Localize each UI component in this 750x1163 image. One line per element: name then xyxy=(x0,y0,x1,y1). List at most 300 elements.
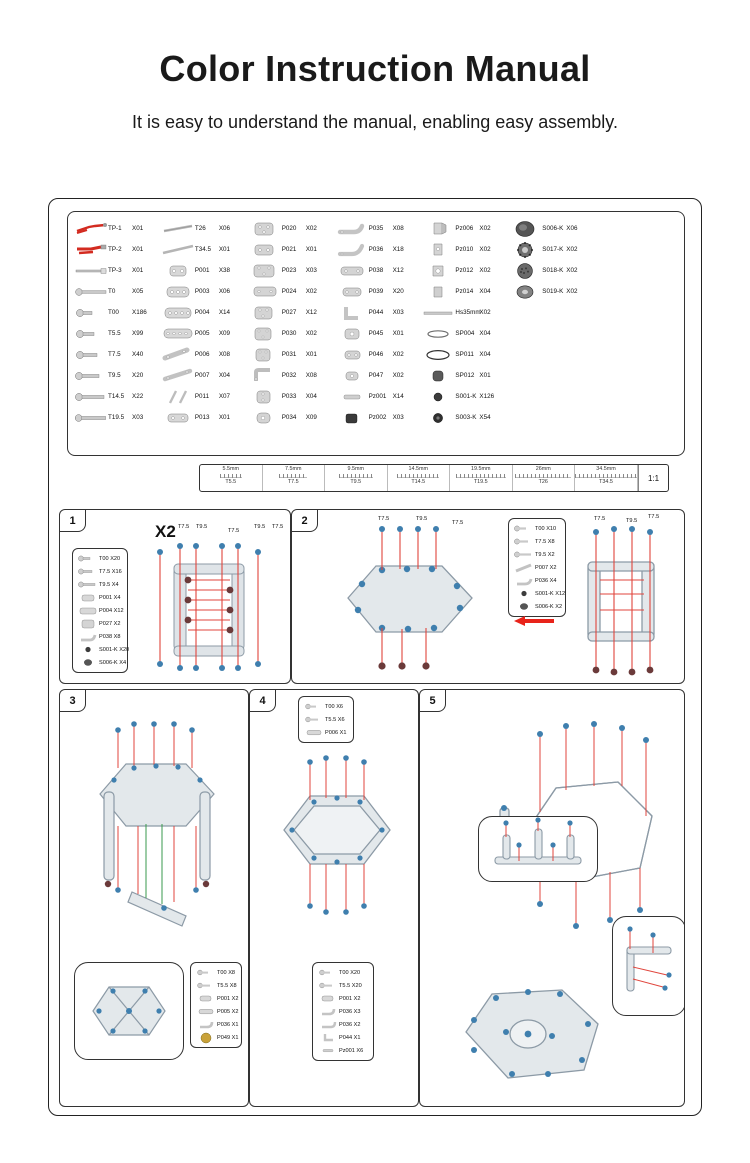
step-2-assembly-right xyxy=(566,524,682,682)
legend-row xyxy=(317,1031,369,1044)
legend-code: P004 X12 xyxy=(99,607,124,614)
screw-short-icon xyxy=(77,553,99,564)
part-qty: X40 xyxy=(132,351,144,358)
step-4-legend-bottom xyxy=(312,962,374,1061)
tool-rod-thin-icon xyxy=(74,262,108,280)
ruler-code: T19.5 xyxy=(473,479,488,485)
part-code: P020 xyxy=(281,225,297,232)
ruler-code: T5.5 xyxy=(225,479,237,485)
angle-p039-icon xyxy=(335,283,369,301)
part-row xyxy=(421,323,506,344)
parts-column-5 xyxy=(421,218,506,451)
beam-p032-icon xyxy=(248,367,282,385)
part-row xyxy=(421,218,506,239)
legend-code: S006-K X2 xyxy=(535,603,563,610)
wheel-s006k-icon xyxy=(77,657,99,668)
ruler-code: T9.5 xyxy=(350,479,362,485)
angle-p036-icon xyxy=(513,575,535,586)
legend-row xyxy=(77,604,123,617)
ruler-line xyxy=(397,474,439,478)
part-row xyxy=(335,386,420,407)
part-row xyxy=(421,365,506,386)
part-row xyxy=(248,218,333,239)
step-3-hex-plate xyxy=(75,963,183,1059)
part-qty: X02 xyxy=(305,288,317,295)
part-code: P031 xyxy=(281,351,297,358)
part-qty: X08 xyxy=(305,372,317,379)
legend-code: P036 X1 xyxy=(217,1021,239,1028)
part-qty: X02 xyxy=(566,267,578,274)
ruler-length: 19.5mm xyxy=(471,466,491,472)
ruler-cell xyxy=(450,465,513,491)
part-row xyxy=(74,344,159,365)
legend-code: T9.5 X2 xyxy=(535,551,555,558)
part-qty: X186 xyxy=(132,309,147,316)
legend-row xyxy=(195,966,237,979)
plate-7hole-icon xyxy=(161,367,195,385)
part-qty: X01 xyxy=(218,414,231,421)
legend-row xyxy=(513,574,561,587)
part-row xyxy=(421,281,506,302)
plate-small-icon xyxy=(77,592,99,603)
pin-pz002-icon xyxy=(335,409,369,427)
legend-row xyxy=(303,700,349,713)
legend-code: T00 X8 xyxy=(217,969,236,976)
legend-code: S001-K X20 xyxy=(99,646,130,653)
tool-red-driver-icon xyxy=(74,241,108,259)
legend-code: T00 X20 xyxy=(339,969,361,976)
ruler-cell xyxy=(325,465,388,491)
legend-code: T5.5 X6 xyxy=(325,716,345,723)
angle-p045-icon xyxy=(335,325,369,343)
beam-p034-icon xyxy=(248,409,282,427)
part-qty: X04 xyxy=(479,330,491,337)
wheel-s006k-icon xyxy=(508,220,542,238)
screw-19-5-icon xyxy=(74,409,108,427)
part-qty: X09 xyxy=(218,330,231,337)
part-qty: X02 xyxy=(392,351,404,358)
part-code: P013 xyxy=(194,414,210,421)
parts-list xyxy=(67,211,685,456)
step-number-badge: 5 xyxy=(420,690,446,712)
part-row xyxy=(74,302,159,323)
ruler-line xyxy=(515,474,571,478)
legend-code: P005 X2 xyxy=(217,1008,239,1015)
part-qty: X01 xyxy=(392,330,404,337)
tick-label: T9.5 xyxy=(416,516,428,522)
angle-p044-icon xyxy=(317,1032,339,1043)
legend-row xyxy=(195,992,237,1005)
part-code: Pz002 xyxy=(368,414,387,421)
legend-code: P044 X1 xyxy=(339,1034,361,1041)
part-row xyxy=(508,239,593,260)
part-qty: X02 xyxy=(566,246,578,253)
legend-row xyxy=(195,1018,237,1031)
angle-p047-icon xyxy=(335,367,369,385)
legend-row xyxy=(77,565,123,578)
part-row xyxy=(508,218,593,239)
legend-code: P036 X3 xyxy=(339,1008,361,1015)
ruler-scale-strip xyxy=(199,464,669,492)
part-row xyxy=(74,281,159,302)
part-row xyxy=(248,239,333,260)
nut-s003k-icon xyxy=(421,409,455,427)
part-row xyxy=(335,260,420,281)
parts-column-4 xyxy=(335,218,420,451)
gear-s017k-icon xyxy=(508,241,542,259)
part-qty: X07 xyxy=(218,393,231,400)
parts-column-3 xyxy=(248,218,333,451)
part-row xyxy=(421,344,506,365)
legend-row xyxy=(513,561,561,574)
part-code: P032 xyxy=(281,372,297,379)
bracket-pz012-icon xyxy=(421,262,455,280)
legend-code: T5.5 X8 xyxy=(217,982,237,989)
ruler-code: T34.5 xyxy=(599,479,613,485)
step-panel-2 xyxy=(291,509,685,684)
part-qty: X04 xyxy=(218,372,231,379)
legend-code: P036 X4 xyxy=(535,577,557,584)
part-code: P001 xyxy=(194,267,210,274)
legend-code: Pz001 X6 xyxy=(339,1047,364,1054)
part-code: P007 xyxy=(194,372,210,379)
part-code: P046 xyxy=(368,351,384,358)
part-row xyxy=(335,239,420,260)
ruler-line xyxy=(456,474,506,478)
step-panel-4 xyxy=(249,689,419,1107)
angle-p036-icon xyxy=(335,241,369,259)
axle-hs35-icon xyxy=(421,304,455,322)
screw-5-5-icon xyxy=(74,325,108,343)
tick-label: T7.5 xyxy=(594,516,606,522)
part-qty: X02 xyxy=(479,225,491,232)
beam-p023-icon xyxy=(248,262,282,280)
part-row xyxy=(248,323,333,344)
screw-short-icon xyxy=(513,523,535,534)
part-code: P035 xyxy=(368,225,384,232)
plate-small-icon xyxy=(317,993,339,1004)
part-row xyxy=(508,281,593,302)
beam-p024-icon xyxy=(248,283,282,301)
legend-row xyxy=(513,587,566,600)
screw-9-5-icon xyxy=(74,367,108,385)
part-row xyxy=(421,260,506,281)
ruler-line xyxy=(279,474,307,478)
legend-row xyxy=(317,1044,369,1057)
ruler-code: T14.5 xyxy=(411,479,426,485)
part-code: P039 xyxy=(368,288,384,295)
part-qty: X03 xyxy=(392,414,404,421)
part-row xyxy=(421,407,506,428)
step-4-assembly-diagram xyxy=(264,752,410,952)
part-row xyxy=(161,239,246,260)
part-code: P011 xyxy=(194,393,210,400)
part-row xyxy=(248,344,333,365)
part-code: T19.5 xyxy=(108,414,125,421)
legend-row xyxy=(77,552,123,565)
legend-row xyxy=(303,726,349,739)
part-qty: X12 xyxy=(305,309,317,316)
legend-code: S006-K X4 xyxy=(99,659,127,666)
legend-row xyxy=(513,522,561,535)
parts-column-2 xyxy=(161,218,246,451)
legend-row xyxy=(77,656,127,669)
step-number-badge: 3 xyxy=(60,690,86,712)
legend-row xyxy=(77,591,123,604)
part-qty: X06 xyxy=(218,288,231,295)
beam-p036-icon xyxy=(317,1006,339,1017)
legend-row xyxy=(317,1018,369,1031)
roller-sp012-icon xyxy=(421,367,455,385)
beam-p033-icon xyxy=(248,388,282,406)
part-code: SP012 xyxy=(455,372,475,379)
part-qty: X04 xyxy=(479,351,491,358)
angle-p038-icon xyxy=(335,262,369,280)
screw-5-5-icon xyxy=(303,714,325,725)
part-row xyxy=(161,281,246,302)
part-code: T7.5 xyxy=(108,351,121,358)
nut-s001k-icon xyxy=(513,588,535,599)
ruler-cell xyxy=(575,465,638,491)
bracket-pz006-icon xyxy=(421,220,455,238)
part-row xyxy=(421,386,506,407)
legend-code: P049 X1 xyxy=(217,1034,239,1041)
screw-7-5-icon xyxy=(74,346,108,364)
legend-row xyxy=(195,979,237,992)
part-qty: X01 xyxy=(132,246,144,253)
step-3-subassembly-frame xyxy=(74,962,184,1060)
part-code: Pz001 xyxy=(368,393,387,400)
part-code: T34.5 xyxy=(194,246,211,253)
parts-column-1 xyxy=(74,218,159,451)
part-qty: X04 xyxy=(479,288,491,295)
part-row xyxy=(161,386,246,407)
beam-p036-icon xyxy=(195,1019,217,1030)
legend-code: P027 X2 xyxy=(99,620,121,627)
part-qty: X22 xyxy=(132,393,144,400)
legend-row xyxy=(513,535,561,548)
screw-7-5-icon xyxy=(77,566,99,577)
angle-p044-icon xyxy=(335,304,369,322)
part-qty: X18 xyxy=(392,246,404,253)
bar-longer-icon xyxy=(161,241,195,259)
legend-row xyxy=(195,1031,237,1044)
part-qty: X14 xyxy=(392,393,404,400)
screw-9-5-icon xyxy=(77,579,99,590)
plate-small-icon xyxy=(161,262,195,280)
step-multiplier: X2 xyxy=(155,522,176,541)
part-code: S001-K xyxy=(455,393,477,400)
nut-s001k-icon xyxy=(77,644,99,655)
legend-code: P001 X2 xyxy=(339,995,361,1002)
screw-5-5-icon xyxy=(317,980,339,991)
part-row xyxy=(74,218,159,239)
part-qty: X20 xyxy=(132,372,144,379)
part-code: Pz014 xyxy=(455,288,474,295)
plate-6hole-icon xyxy=(161,346,195,364)
part-row xyxy=(335,365,420,386)
step-2-legend xyxy=(508,518,566,617)
rod-p011-icon xyxy=(161,388,195,406)
bar-long-icon xyxy=(161,220,195,238)
wheel-s006k-icon xyxy=(513,601,535,612)
plate-4hole-icon xyxy=(161,304,195,322)
part-code: Pz010 xyxy=(455,246,474,253)
part-code: T5.5 xyxy=(108,330,121,337)
plate-3hole-icon xyxy=(161,283,195,301)
part-row xyxy=(74,260,159,281)
tick-label: T7.5 xyxy=(178,524,190,530)
screw-7-5-icon xyxy=(513,536,535,547)
plate-p013-icon xyxy=(161,409,195,427)
scale-ratio: 1:1 xyxy=(638,465,668,491)
beam-p030-icon xyxy=(248,325,282,343)
part-code: SP011 xyxy=(455,351,474,358)
part-code: P004 xyxy=(194,309,210,316)
part-code: T9.5 xyxy=(108,372,121,379)
parts-column-6 xyxy=(508,218,593,451)
screw-long-icon xyxy=(74,283,108,301)
beam-p021-icon xyxy=(248,241,282,259)
part-code: P044 xyxy=(368,309,384,316)
ruler-length: 9.5mm xyxy=(347,466,364,472)
part-qty: X08 xyxy=(392,225,404,232)
part-qty: X03 xyxy=(305,267,317,274)
legend-code: P007 X2 xyxy=(535,564,557,571)
tick-label: T7.5 xyxy=(452,520,464,526)
ruler-length: 5.5mm xyxy=(222,466,239,472)
part-qty: X09 xyxy=(305,414,317,421)
ruler-length: 34.5mm xyxy=(596,466,616,472)
screw-short-icon xyxy=(195,967,217,978)
legend-row xyxy=(77,630,123,643)
tick-label: T7.5 xyxy=(648,514,660,520)
part-code: Pz012 xyxy=(455,267,474,274)
part-code: P038 xyxy=(368,267,384,274)
disc-s018k-icon xyxy=(508,262,542,280)
ruler-length: 26mm xyxy=(535,466,551,472)
nut-s001k-icon xyxy=(421,388,455,406)
part-code: P033 xyxy=(281,393,297,400)
part-row xyxy=(335,344,420,365)
legend-row xyxy=(513,548,561,561)
part-row xyxy=(74,239,159,260)
part-qty: X01 xyxy=(218,246,231,253)
legend-row xyxy=(77,643,130,656)
part-row xyxy=(161,344,246,365)
part-code: S003-K xyxy=(455,414,477,421)
ruler-line xyxy=(575,474,637,478)
part-code: P023 xyxy=(281,267,297,274)
tick-label: T9.5 xyxy=(626,518,638,524)
part-qty: X12 xyxy=(392,267,404,274)
part-code: T0 xyxy=(108,288,116,295)
legend-code: T00 X6 xyxy=(325,703,344,710)
legend-row xyxy=(303,713,349,726)
plate-5hole-icon xyxy=(195,1006,217,1017)
part-qty: X01 xyxy=(479,372,491,379)
part-code: TP-1 xyxy=(108,225,122,232)
step-2-assembly-left xyxy=(322,524,502,682)
step-number-badge: 1 xyxy=(60,510,86,532)
part-qty: X14 xyxy=(218,309,231,316)
step-4-legend-top xyxy=(298,696,354,743)
beam-p027-icon xyxy=(77,618,99,629)
part-code: P006 xyxy=(194,351,210,358)
tool-red-wrench-icon xyxy=(74,220,108,238)
screw-14-5-icon xyxy=(74,388,108,406)
disc-p049-icon xyxy=(195,1032,217,1043)
part-code: S017-K xyxy=(542,246,564,253)
legend-code: T7.5 X8 xyxy=(535,538,555,545)
part-code: TP-2 xyxy=(108,246,122,253)
part-row xyxy=(248,302,333,323)
part-row xyxy=(421,239,506,260)
part-row xyxy=(74,407,159,428)
parts-column-7 xyxy=(595,218,680,451)
part-code: T26 xyxy=(194,225,206,232)
legend-code: S001-K X12 xyxy=(535,590,566,597)
part-code: SP004 xyxy=(455,330,475,337)
part-qty: X05 xyxy=(132,288,144,295)
angle-p036-icon xyxy=(317,1019,339,1030)
part-row xyxy=(335,281,420,302)
disc-s019k-icon xyxy=(508,283,542,301)
part-qty: X03 xyxy=(392,309,404,316)
part-row xyxy=(248,281,333,302)
legend-code: T5.5 X20 xyxy=(339,982,362,989)
step-3-assembly-diagram xyxy=(74,716,240,946)
tick-label: T7.5 xyxy=(228,528,240,534)
legend-code: P036 X2 xyxy=(339,1021,361,1028)
part-code: T14.5 xyxy=(108,393,125,400)
part-row xyxy=(161,218,246,239)
part-qty: X02 xyxy=(566,288,578,295)
legend-row xyxy=(317,966,369,979)
part-code: Pz006 xyxy=(455,225,474,232)
legend-row xyxy=(317,1005,369,1018)
part-row xyxy=(335,302,420,323)
part-row xyxy=(161,365,246,386)
ruler-cell xyxy=(263,465,326,491)
part-qty: X02 xyxy=(479,267,491,274)
page-subtitle: It is easy to understand the manual, enabling easy assembly. xyxy=(132,112,618,132)
tick-label: T9.5 xyxy=(254,524,266,530)
screw-short-icon xyxy=(74,304,108,322)
part-qty: X08 xyxy=(218,351,231,358)
legend-code: P001 X4 xyxy=(99,594,121,601)
legend-code: T9.5 X4 xyxy=(99,581,119,588)
legend-code: T7.5 X16 xyxy=(99,568,122,575)
ruler-code: T26 xyxy=(538,479,548,485)
step-panel-3 xyxy=(59,689,249,1107)
part-code: S006-K xyxy=(542,225,564,232)
part-qty: X02 xyxy=(392,372,404,379)
part-code: P024 xyxy=(281,288,297,295)
legend-code: P001 X2 xyxy=(217,995,239,1002)
part-row xyxy=(74,323,159,344)
part-row xyxy=(161,302,246,323)
plate-small-icon xyxy=(195,993,217,1004)
legend-row xyxy=(77,617,123,630)
plate-4hole-icon xyxy=(77,605,99,616)
beam-p031-icon xyxy=(248,346,282,364)
step-3-legend xyxy=(190,962,242,1048)
pin-pz001-icon xyxy=(317,1045,339,1056)
parts-grid xyxy=(74,218,680,451)
plate-7hole-icon xyxy=(513,562,535,573)
part-code: TP-3 xyxy=(108,267,122,274)
